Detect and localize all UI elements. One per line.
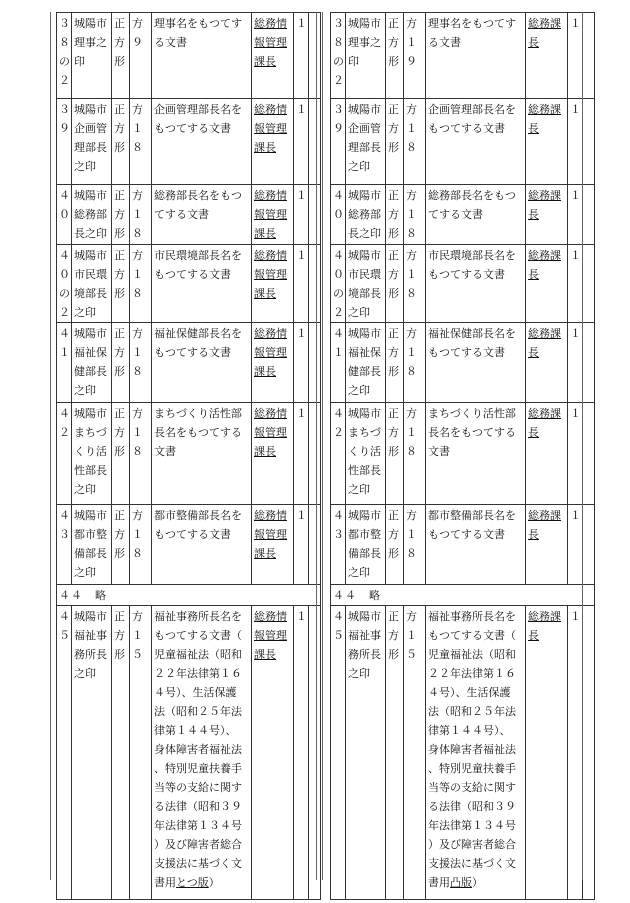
table-row — [57, 245, 321, 323]
table-row — [331, 585, 595, 606]
seal-size: 方 １８ — [130, 323, 152, 403]
blank-cell — [583, 99, 595, 185]
seal-size: 方 １８ — [404, 99, 426, 185]
seal-number: ４ ３ — [57, 505, 72, 585]
seal-size: 方 １８ — [404, 323, 426, 403]
seal-shape: 正 方 形 — [386, 403, 404, 505]
seal-size: 方 １８ — [130, 403, 152, 505]
custodian-text: 総務課 長 — [528, 610, 561, 642]
custodian — [252, 185, 294, 245]
usage-text: 福祉事務所長名を もつてする文書（ 児童福祉法（昭和 ２２年法律第１６ ４号）、生活保護 法（昭和２５年法 律第１４４号）、 身体障害者福祉法 、特別児童扶養手 当等の支給に関す る法律（昭和３９ 年法律第１３４号 ）及び障害者総合 支援法に基づく文 書用 — [154, 610, 242, 889]
seal-shape: 正 方 形 — [386, 185, 404, 245]
table-row — [331, 99, 595, 185]
seal-count: １ — [568, 403, 583, 505]
seal-count: １ — [568, 323, 583, 403]
blank-cell — [309, 323, 321, 403]
table-row — [57, 13, 321, 99]
seal-shape: 正 方 形 — [386, 606, 404, 900]
seal-count: １ — [294, 323, 309, 403]
blank-cell — [309, 245, 321, 323]
seal-size: 方 １８ — [404, 505, 426, 585]
custodian — [252, 323, 294, 403]
seal-number: ４ ３ — [331, 505, 346, 585]
seal-usage: 市民環境部長名を もつてする文書 — [426, 245, 526, 323]
seal-shape: 正 方 形 — [112, 323, 130, 403]
usage-underlined: とつ版 — [176, 876, 209, 889]
seal-name: 城陽市 福祉事 務所長 之印 — [346, 606, 386, 900]
custodian-text: 総務課 長 — [528, 17, 561, 49]
seal-shape: 正 方 形 — [386, 13, 404, 99]
seal-usage — [426, 606, 526, 900]
blank-cell — [583, 505, 595, 585]
custodian — [252, 403, 294, 505]
blank-cell — [309, 99, 321, 185]
blank-cell — [309, 185, 321, 245]
custodian — [526, 505, 568, 585]
custodian-text: 総務課 長 — [528, 327, 561, 359]
custodian — [526, 606, 568, 900]
blank-cell — [583, 185, 595, 245]
seal-name: 城陽市 まちづ くり活 性部長 之印 — [72, 403, 112, 505]
seal-name: 城陽市 都市整 備部長 之印 — [346, 505, 386, 585]
seal-usage: 市民環境部長名を もつてする文書 — [152, 245, 252, 323]
custodian-text: 総務情 報管理 課長 — [254, 509, 287, 560]
seal-table-old — [56, 12, 321, 900]
usage-underlined: 凸版 — [450, 876, 472, 889]
custodian — [526, 185, 568, 245]
seal-name: 城陽市 福祉保 健部長 之印 — [346, 323, 386, 403]
seal-shape: 正 方 形 — [112, 245, 130, 323]
blank-cell — [583, 403, 595, 505]
table-row — [57, 585, 321, 606]
seal-count: １ — [294, 245, 309, 323]
seal-usage: 企画管理部長名を もつてする文書 — [152, 99, 252, 185]
seal-usage: 総務部長名をもつ てする文書 — [152, 185, 252, 245]
custodian-text: 総務情 報管理 課長 — [254, 17, 287, 68]
seal-name: 城陽市 まちづ くり活 性部長 之印 — [346, 403, 386, 505]
custodian — [526, 99, 568, 185]
seal-name: 城陽市 総務部 長之印 — [346, 185, 386, 245]
seal-number: ４ １ — [331, 323, 346, 403]
seal-size: 方 ９ — [130, 13, 152, 99]
blank-cell — [583, 13, 595, 99]
seal-number: ３ ８ の ２ — [57, 13, 72, 99]
seal-size: 方 １８ — [130, 505, 152, 585]
seal-usage: 総務部長名をもつ てする文書 — [426, 185, 526, 245]
seal-name: 城陽市 理事之 印 — [346, 13, 386, 99]
custodian — [252, 13, 294, 99]
seal-number: ４ ０ の ２ — [57, 245, 72, 323]
custodian — [526, 245, 568, 323]
usage-text: 福祉事務所長名を もつてする文書（ 児童福祉法（昭和 ２２年法律第１６ ４号）、生活保護 法（昭和２５年法 律第１４４号）、 身体障害者福祉法 、特別児童扶養手 当等の支給に関す る法律（昭和３９ 年法律第１３４号 ）及び障害者総合 支援法に基づく文 書用 — [428, 610, 516, 889]
seal-number: ４ １ — [57, 323, 72, 403]
seal-usage: 都市整備部長名を もつてする文書 — [426, 505, 526, 585]
seal-name: 城陽市 市民環 境部長 之印 — [346, 245, 386, 323]
seal-number: ４ ２ — [57, 403, 72, 505]
seal-name: 城陽市 福祉事 務所長 之印 — [72, 606, 112, 900]
custodian-text: 総務情 報管理 課長 — [254, 407, 287, 458]
seal-usage: 都市整備部長名を もつてする文書 — [152, 505, 252, 585]
table-row — [57, 606, 321, 900]
omitted-row: ４４ 略 — [331, 585, 595, 606]
blank-cell — [583, 323, 595, 403]
seal-shape: 正 方 形 — [386, 245, 404, 323]
margin-line-left — [50, 12, 51, 880]
table-row — [57, 185, 321, 245]
seal-shape: 正 方 形 — [112, 505, 130, 585]
seal-shape: 正 方 形 — [386, 99, 404, 185]
custodian — [526, 323, 568, 403]
blank-cell — [309, 505, 321, 585]
seal-usage: まちづくり活性部 長名をもつてする 文書 — [152, 403, 252, 505]
custodian-text: 総務情 報管理 課長 — [254, 610, 287, 661]
seal-number: ３ ９ — [331, 99, 346, 185]
seal-table-new — [330, 12, 595, 900]
seal-usage: 理事名をもつてす る文書 — [426, 13, 526, 99]
seal-shape: 正 方 形 — [112, 606, 130, 900]
blank-cell — [309, 403, 321, 505]
seal-usage — [152, 606, 252, 900]
seal-count: １ — [568, 606, 583, 900]
seal-number: ４ ２ — [331, 403, 346, 505]
seal-size: 方 １８ — [130, 245, 152, 323]
custodian-text: 総務情 報管理 課長 — [254, 249, 287, 300]
seal-size: 方 １９ — [404, 13, 426, 99]
seal-shape: 正 方 形 — [386, 323, 404, 403]
seal-count: １ — [568, 245, 583, 323]
table-row — [57, 323, 321, 403]
seal-name: 城陽市 総務部 長之印 — [72, 185, 112, 245]
custodian-text: 総務課 長 — [528, 509, 561, 541]
seal-shape: 正 方 形 — [112, 403, 130, 505]
blank-cell — [309, 13, 321, 99]
center-divider-line — [316, 12, 317, 880]
seal-number: ３ ９ — [57, 99, 72, 185]
custodian — [252, 245, 294, 323]
usage-closing: ） — [208, 876, 220, 889]
seal-count: １ — [294, 505, 309, 585]
usage-closing: ） — [472, 876, 483, 889]
custodian — [252, 99, 294, 185]
table-row — [57, 99, 321, 185]
seal-number: ４ ０ — [57, 185, 72, 245]
seal-shape: 正 方 形 — [112, 99, 130, 185]
seal-shape: 正 方 形 — [112, 13, 130, 99]
seal-size: 方 １８ — [404, 185, 426, 245]
seal-count: １ — [568, 185, 583, 245]
seal-name: 城陽市 市民環 境部長 之印 — [72, 245, 112, 323]
seal-usage: 企画管理部長名を もつてする文書 — [426, 99, 526, 185]
custodian-text: 総務課 長 — [528, 103, 561, 135]
custodian-text: 総務課 長 — [528, 249, 561, 281]
table-row — [331, 245, 595, 323]
seal-count: １ — [568, 505, 583, 585]
seal-size: 方 １５ — [130, 606, 152, 900]
seal-name: 城陽市 企画管 理部長 之印 — [72, 99, 112, 185]
seal-size: 方 １８ — [404, 403, 426, 505]
seal-count: １ — [294, 606, 309, 900]
seal-count: １ — [294, 13, 309, 99]
custodian-text: 総務課 長 — [528, 189, 561, 221]
custodian-text: 総務情 報管理 課長 — [254, 189, 287, 240]
seal-number: ４ ５ — [57, 606, 72, 900]
omitted-row: ４４ 略 — [57, 585, 321, 606]
margin-line-right — [582, 12, 583, 880]
seal-usage: 理事名をもつてす る文書 — [152, 13, 252, 99]
table-row — [331, 505, 595, 585]
seal-name: 城陽市 福祉保 健部長 之印 — [72, 323, 112, 403]
custodian — [252, 606, 294, 900]
seal-count: １ — [568, 13, 583, 99]
table-row — [331, 606, 595, 900]
seal-count: １ — [568, 99, 583, 185]
custodian-text: 総務情 報管理 課長 — [254, 327, 287, 378]
seal-count: １ — [294, 99, 309, 185]
seal-count: １ — [294, 185, 309, 245]
seal-number: ４ ０ の ２ — [331, 245, 346, 323]
seal-shape: 正 方 形 — [386, 505, 404, 585]
custodian-text: 総務課 長 — [528, 407, 561, 439]
seal-number: ３ ８ の ２ — [331, 13, 346, 99]
seal-usage: 福祉保健部長名を もつてする文書 — [426, 323, 526, 403]
seal-usage: まちづくり活性部 長名をもつてする 文書 — [426, 403, 526, 505]
seal-name: 城陽市 理事之 印 — [72, 13, 112, 99]
table-row — [331, 323, 595, 403]
table-row — [331, 185, 595, 245]
custodian — [526, 13, 568, 99]
custodian — [526, 403, 568, 505]
table-row — [57, 403, 321, 505]
seal-name: 城陽市 都市整 備部長 之印 — [72, 505, 112, 585]
table-row — [57, 505, 321, 585]
seal-usage: 福祉保健部長名を もつてする文書 — [152, 323, 252, 403]
blank-cell — [583, 245, 595, 323]
seal-number: ４ ０ — [331, 185, 346, 245]
blank-cell — [309, 606, 321, 900]
custodian-text: 総務情 報管理 課長 — [254, 103, 287, 154]
table-row — [331, 13, 595, 99]
custodian — [252, 505, 294, 585]
seal-count: １ — [294, 403, 309, 505]
seal-size: 方 １８ — [130, 185, 152, 245]
seal-size: 方 １８ — [404, 245, 426, 323]
table-row — [331, 403, 595, 505]
seal-size: 方 １８ — [130, 99, 152, 185]
center-divider-line — [322, 12, 323, 880]
seal-name: 城陽市 企画管 理部長 之印 — [346, 99, 386, 185]
blank-cell — [583, 606, 595, 900]
seal-size: 方 １５ — [404, 606, 426, 900]
seal-shape: 正 方 形 — [112, 185, 130, 245]
seal-number: ４ ５ — [331, 606, 346, 900]
